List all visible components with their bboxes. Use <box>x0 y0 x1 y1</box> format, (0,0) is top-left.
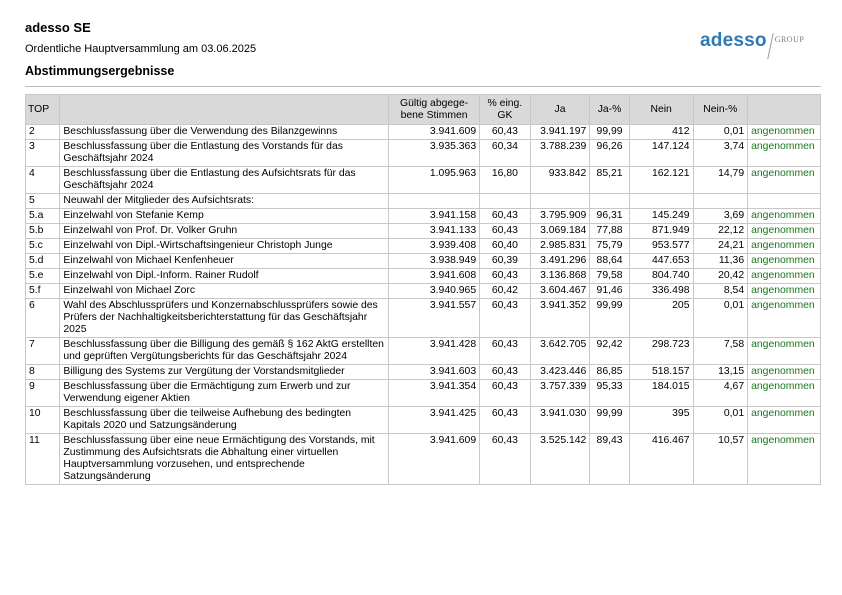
col-header-yes: Ja <box>530 95 590 125</box>
cell-pct-capital: 60,43 <box>480 380 531 407</box>
table-row <box>26 269 821 284</box>
cell-yes-votes: 3.069.184 <box>530 224 590 239</box>
cell-yes-pct: 88,64 <box>590 254 629 269</box>
cell-yes-pct: 79,58 <box>590 269 629 284</box>
cell-subject: Wahl des Abschlussprüfers und Konzernabschlussprüfers sowie des Prüfers der Nachhaltigkeitsberichterstattung für das Geschäftsjahr 2025 <box>60 299 389 338</box>
cell-yes-votes <box>530 194 590 209</box>
cell-no-pct <box>693 194 748 209</box>
cell-top: 6 <box>26 299 60 338</box>
cell-top: 8 <box>26 365 60 380</box>
cell-valid-votes: 3.941.603 <box>389 365 480 380</box>
cell-result: angenommen <box>748 407 821 434</box>
cell-no-votes: 416.467 <box>629 434 693 485</box>
cell-no-votes: 145.249 <box>629 209 693 224</box>
cell-result: angenommen <box>748 125 821 140</box>
cell-result: angenommen <box>748 269 821 284</box>
cell-top: 5.b <box>26 224 60 239</box>
cell-valid-votes: 3.935.363 <box>389 140 480 167</box>
table-row <box>26 299 821 338</box>
cell-pct-capital: 60,43 <box>480 125 531 140</box>
cell-no-pct: 8,54 <box>693 284 748 299</box>
cell-yes-votes: 3.604.467 <box>530 284 590 299</box>
cell-yes-votes: 3.795.909 <box>530 209 590 224</box>
cell-result: angenommen <box>748 338 821 365</box>
cell-no-votes: 298.723 <box>629 338 693 365</box>
cell-top: 5.d <box>26 254 60 269</box>
cell-result: angenommen <box>748 140 821 167</box>
cell-yes-votes: 3.136.868 <box>530 269 590 284</box>
cell-top: 4 <box>26 167 60 194</box>
cell-yes-pct: 92,42 <box>590 338 629 365</box>
cell-pct-capital: 60,43 <box>480 338 531 365</box>
cell-no-votes: 184.015 <box>629 380 693 407</box>
cell-pct-capital: 60,43 <box>480 269 531 284</box>
cell-yes-votes: 3.941.030 <box>530 407 590 434</box>
cell-no-votes <box>629 194 693 209</box>
cell-no-votes: 162.121 <box>629 167 693 194</box>
cell-yes-pct: 99,99 <box>590 407 629 434</box>
cell-no-pct: 10,57 <box>693 434 748 485</box>
cell-no-votes: 871.949 <box>629 224 693 239</box>
cell-yes-pct: 75,79 <box>590 239 629 254</box>
table-row <box>26 239 821 254</box>
company-name: adesso SE <box>25 20 91 35</box>
cell-no-votes: 412 <box>629 125 693 140</box>
cell-pct-capital: 60,34 <box>480 140 531 167</box>
cell-no-pct: 3,74 <box>693 140 748 167</box>
cell-yes-votes: 3.423.446 <box>530 365 590 380</box>
cell-result: angenommen <box>748 239 821 254</box>
header-divider <box>25 86 821 87</box>
cell-result: angenommen <box>748 167 821 194</box>
cell-pct-capital: 60,43 <box>480 209 531 224</box>
cell-valid-votes: 1.095.963 <box>389 167 480 194</box>
cell-subject: Einzelwahl von Stefanie Kemp <box>60 209 389 224</box>
cell-pct-capital: 60,43 <box>480 299 531 338</box>
cell-no-pct: 11,36 <box>693 254 748 269</box>
cell-result: angenommen <box>748 434 821 485</box>
cell-yes-pct: 85,21 <box>590 167 629 194</box>
col-header-no: Nein <box>629 95 693 125</box>
cell-no-votes: 953.577 <box>629 239 693 254</box>
cell-pct-capital: 60,43 <box>480 224 531 239</box>
table-row <box>26 167 821 194</box>
cell-result: angenommen <box>748 365 821 380</box>
cell-valid-votes: 3.941.158 <box>389 209 480 224</box>
cell-yes-pct: 77,88 <box>590 224 629 239</box>
cell-yes-pct: 89,43 <box>590 434 629 485</box>
cell-top: 5.f <box>26 284 60 299</box>
cell-top: 5.a <box>26 209 60 224</box>
cell-pct-capital: 60,42 <box>480 284 531 299</box>
cell-result: angenommen <box>748 284 821 299</box>
cell-valid-votes: 3.940.965 <box>389 284 480 299</box>
table-row <box>26 407 821 434</box>
table-row <box>26 284 821 299</box>
cell-no-votes: 336.498 <box>629 284 693 299</box>
cell-yes-votes: 3.941.352 <box>530 299 590 338</box>
cell-yes-pct: 99,99 <box>590 125 629 140</box>
cell-valid-votes: 3.941.425 <box>389 407 480 434</box>
cell-yes-votes: 3.788.239 <box>530 140 590 167</box>
cell-yes-pct: 91,46 <box>590 284 629 299</box>
cell-pct-capital: 60,43 <box>480 407 531 434</box>
cell-yes-pct <box>590 194 629 209</box>
cell-result: angenommen <box>748 209 821 224</box>
cell-subject: Einzelwahl von Michael Zorc <box>60 284 389 299</box>
cell-yes-votes: 3.642.705 <box>530 338 590 365</box>
table-row <box>26 254 821 269</box>
cell-no-pct: 24,21 <box>693 239 748 254</box>
cell-valid-votes: 3.941.133 <box>389 224 480 239</box>
col-header-subject <box>60 95 389 125</box>
col-header-valid-votes: Gültig abgege-bene Stimmen <box>389 95 480 125</box>
table-row <box>26 209 821 224</box>
cell-top: 3 <box>26 140 60 167</box>
cell-valid-votes <box>389 194 480 209</box>
table-row <box>26 365 821 380</box>
cell-valid-votes: 3.938.949 <box>389 254 480 269</box>
cell-pct-capital: 60,39 <box>480 254 531 269</box>
cell-no-votes: 804.740 <box>629 269 693 284</box>
cell-result: angenommen <box>748 380 821 407</box>
cell-result: angenommen <box>748 299 821 338</box>
cell-result <box>748 194 821 209</box>
cell-pct-capital: 60,43 <box>480 365 531 380</box>
table-row <box>26 140 821 167</box>
cell-yes-votes: 3.491.296 <box>530 254 590 269</box>
logo-separator <box>767 33 774 59</box>
table-row <box>26 125 821 140</box>
cell-no-pct: 20,42 <box>693 269 748 284</box>
cell-no-votes: 518.157 <box>629 365 693 380</box>
table-row <box>26 194 821 209</box>
cell-subject: Beschlussfassung über die Billigung des gemäß § 162 AktG erstellten und geprüften Vergütungsberichts für das Geschäftsjahr 2024 <box>60 338 389 365</box>
cell-no-pct: 4,67 <box>693 380 748 407</box>
meeting-subtitle: Ordentliche Hauptversammlung am 03.06.2025 <box>25 43 257 55</box>
cell-top: 2 <box>26 125 60 140</box>
col-header-yes-pct: Ja-% <box>590 95 629 125</box>
cell-yes-votes: 3.757.339 <box>530 380 590 407</box>
cell-yes-pct: 96,31 <box>590 209 629 224</box>
cell-yes-votes: 2.985.831 <box>530 239 590 254</box>
cell-no-pct: 13,15 <box>693 365 748 380</box>
col-header-result <box>748 95 821 125</box>
cell-pct-capital: 16,80 <box>480 167 531 194</box>
cell-valid-votes: 3.941.354 <box>389 380 480 407</box>
col-header-top: TOP <box>26 95 60 125</box>
cell-yes-pct: 95,33 <box>590 380 629 407</box>
cell-result: angenommen <box>748 254 821 269</box>
cell-yes-pct: 99,99 <box>590 299 629 338</box>
cell-no-pct: 22,12 <box>693 224 748 239</box>
cell-valid-votes: 3.941.428 <box>389 338 480 365</box>
adesso-group-logo <box>700 30 804 59</box>
cell-yes-pct: 96,26 <box>590 140 629 167</box>
cell-subject: Beschlussfassung über die Entlastung des Aufsichtsrats für das Geschäftsjahr 2024 <box>60 167 389 194</box>
cell-valid-votes: 3.941.609 <box>389 434 480 485</box>
cell-top: 11 <box>26 434 60 485</box>
cell-valid-votes: 3.941.557 <box>389 299 480 338</box>
cell-subject: Einzelwahl von Dipl.-Wirtschaftsingenieur Christoph Junge <box>60 239 389 254</box>
cell-no-pct: 7,58 <box>693 338 748 365</box>
cell-subject: Neuwahl der Mitglieder des Aufsichtsrats: <box>60 194 389 209</box>
document-title: Abstimmungsergebnisse <box>25 64 175 78</box>
cell-no-pct: 14,79 <box>693 167 748 194</box>
cell-subject: Beschlussfassung über die Ermächtigung zum Erwerb und zur Verwendung eigener Aktien <box>60 380 389 407</box>
cell-no-pct: 0,01 <box>693 125 748 140</box>
cell-valid-votes: 3.941.609 <box>389 125 480 140</box>
cell-subject: Einzelwahl von Prof. Dr. Volker Gruhn <box>60 224 389 239</box>
cell-pct-capital <box>480 194 531 209</box>
cell-top: 5 <box>26 194 60 209</box>
cell-yes-pct: 86,85 <box>590 365 629 380</box>
table-row <box>26 380 821 407</box>
cell-subject: Einzelwahl von Dipl.-Inform. Rainer Rudolf <box>60 269 389 284</box>
cell-yes-votes: 933.842 <box>530 167 590 194</box>
cell-subject: Beschlussfassung über eine neue Ermächtigung des Vorstands, mit Zustimmung des Aufsichtsrats die Abhaltung einer virtuellen Hauptversammlung vorzusehen, und entsprechende Satzungsänderung <box>60 434 389 485</box>
cell-result: angenommen <box>748 224 821 239</box>
cell-no-votes: 147.124 <box>629 140 693 167</box>
cell-no-votes: 205 <box>629 299 693 338</box>
cell-no-votes: 447.653 <box>629 254 693 269</box>
logo-group-text: GROUP <box>774 35 805 44</box>
table-header-row <box>26 95 821 125</box>
cell-subject: Beschlussfassung über die Entlastung des Vorstands für das Geschäftsjahr 2024 <box>60 140 389 167</box>
table-row <box>26 434 821 485</box>
col-header-no-pct: Nein-% <box>693 95 748 125</box>
cell-no-pct: 0,01 <box>693 407 748 434</box>
cell-valid-votes: 3.939.408 <box>389 239 480 254</box>
cell-top: 10 <box>26 407 60 434</box>
table-body <box>26 125 821 485</box>
cell-pct-capital: 60,40 <box>480 239 531 254</box>
table-row <box>26 224 821 239</box>
cell-subject: Beschlussfassung über die Verwendung des Bilanzgewinns <box>60 125 389 140</box>
cell-subject: Beschlussfassung über die teilweise Aufhebung des bedingten Kapitals 2020 und Satzungsänderung <box>60 407 389 434</box>
cell-no-votes: 395 <box>629 407 693 434</box>
voting-results-table <box>25 94 821 485</box>
table-row <box>26 338 821 365</box>
cell-top: 5.e <box>26 269 60 284</box>
cell-top: 9 <box>26 380 60 407</box>
cell-yes-votes: 3.941.197 <box>530 125 590 140</box>
logo-wordmark: adesso <box>700 30 767 51</box>
cell-valid-votes: 3.941.608 <box>389 269 480 284</box>
cell-no-pct: 0,01 <box>693 299 748 338</box>
col-header-pct-capital: % eing. GK <box>480 95 531 125</box>
cell-no-pct: 3,69 <box>693 209 748 224</box>
cell-pct-capital: 60,43 <box>480 434 531 485</box>
cell-subject: Einzelwahl von Michael Kenfenheuer <box>60 254 389 269</box>
cell-top: 5.c <box>26 239 60 254</box>
cell-yes-votes: 3.525.142 <box>530 434 590 485</box>
cell-subject: Billigung des Systems zur Vergütung der Vorstandsmitglieder <box>60 365 389 380</box>
cell-top: 7 <box>26 338 60 365</box>
